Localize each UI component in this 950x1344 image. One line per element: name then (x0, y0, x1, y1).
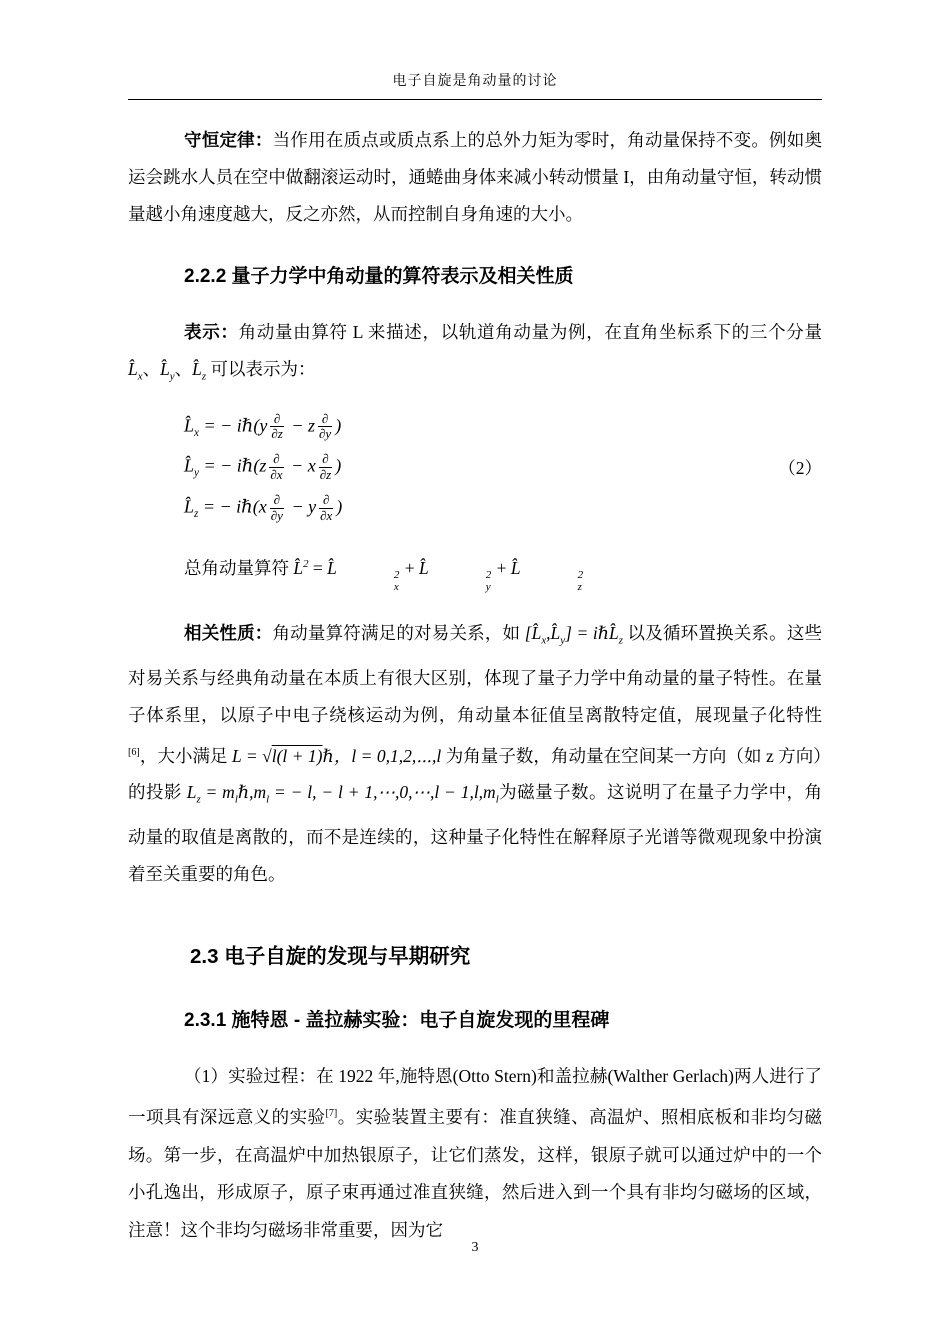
supsub-stack (430, 570, 492, 593)
math-segment: [L̂ (524, 623, 542, 644)
L-hat: L̂ (293, 557, 304, 578)
properties-text-3: ，大小满足 (139, 745, 233, 766)
representation-text-1: 角动量由算符 L 来描述，以轨道角动量为例，在直角坐标系下的三个分量 (238, 322, 822, 342)
math-segment: ℏ,m (237, 782, 267, 803)
term-Lz2 (510, 557, 584, 593)
subscript-z: z (196, 793, 201, 806)
fraction-denominator: ∂z (271, 426, 283, 442)
fraction-numerator: ∂ (321, 410, 329, 426)
equation-segment: = − iℏ(y (198, 415, 268, 436)
operator-L-squared (293, 558, 308, 578)
equation-Lz (184, 493, 342, 524)
fraction-denominator: ∂x (270, 467, 283, 483)
math-segment: = − l, − l + 1,⋯,0,⋯,l − 1,l,m (269, 782, 496, 803)
paragraph-experiment (128, 1058, 822, 1249)
heading-2-2-2: 2.2.2 量子力学中角动量的算符表示及相关性质 (184, 266, 574, 287)
fraction-numerator: ∂ (322, 451, 329, 467)
subscript-x: x (541, 634, 547, 647)
subscript-x: x (393, 580, 399, 593)
experiment-text-1: （1）实验过程：在 1922 年,施特恩(Otto Stern)和盖拉赫(Walther Gerlach)两人进行了一项具有深远意义的实验 (128, 1065, 822, 1128)
L-hat: L̂ (160, 359, 170, 379)
math-segment: L (186, 782, 197, 803)
fraction-denominator: ∂z (319, 467, 332, 483)
running-title: 电子自旋是角动量的讨论 (392, 74, 558, 89)
equation-number: （2） (778, 458, 822, 479)
equation-block-2 (128, 412, 822, 525)
operator-Lx (128, 359, 143, 383)
heading-2-3-1: 2.3.1 施特恩 - 盖拉赫实验：电子自旋发现的里程碑 (184, 1009, 610, 1031)
equation-segment: ) (336, 496, 343, 517)
subscript-l: l (234, 793, 238, 806)
L-hat: L̂ (184, 415, 195, 436)
partial-fraction (269, 452, 283, 483)
superscript-2: 2 (303, 558, 309, 571)
subscript-l: l (495, 793, 499, 806)
equation-segment: − z (286, 415, 315, 436)
heading-2-3: 2.3 电子自旋的发现与早期研究 (190, 944, 471, 968)
L-hat: L̂ (184, 496, 195, 517)
equation-rows (184, 412, 342, 525)
subscript-z: z (194, 508, 199, 521)
separator: 、 (142, 359, 161, 379)
superscript-2: 2 (485, 568, 492, 581)
properties-text-4: 为角量子数，角动量在空间某一方向（如 z 方向）的投影 (128, 745, 822, 803)
partial-fraction (319, 493, 333, 524)
L-hat: L̂ (419, 557, 429, 578)
subscript-y: y (560, 634, 566, 647)
total-angular-momentum-line (128, 546, 822, 593)
supsub-stack (338, 570, 400, 593)
representation-label: 表示： (184, 322, 239, 342)
partial-fraction (270, 412, 283, 443)
equation-segment: ) (335, 455, 342, 476)
term-Lx2 (327, 557, 400, 593)
equation-Lx (184, 412, 342, 443)
subscript-y: y (169, 370, 175, 383)
equation-segment: = − iℏ(x (198, 496, 267, 517)
paragraph-conservation (128, 122, 822, 233)
subscript-z: z (577, 580, 582, 593)
math-segment: ] = iℏL̂ (565, 623, 619, 644)
fraction-numerator: ∂ (322, 492, 330, 508)
properties-label: 相关性质： (184, 623, 273, 644)
representation-text-2: 可以表示为： (206, 359, 316, 379)
subscript-x: x (194, 426, 199, 439)
experiment-text-2: 。实验装置主要有：准直狭缝、高温炉、照相底板和非均匀磁场。第一步，在高温炉中加热银原子，让它们蒸发，这样，银原子就可以通过炉中的一个小孔逸出，形成原子，原子束再通过准直狭缝，然后进入到一个具有非均匀磁场的区域，注意！这个非均匀磁场非常重要，因为它 (128, 1107, 823, 1240)
conservation-label: 守恒定律： (184, 130, 273, 150)
magnitude-expression (232, 745, 441, 765)
projection-expression (186, 782, 499, 806)
subscript-x: x (137, 370, 143, 383)
fraction-denominator: ∂y (318, 426, 332, 442)
math-segment: ℏ，l = 0,1,2,⋯,l (322, 745, 442, 766)
superscript-2: 2 (577, 568, 584, 581)
separator: 、 (174, 359, 193, 379)
page-header (128, 70, 822, 100)
L-hat: L̂ (184, 455, 195, 476)
fraction-denominator: ∂y (270, 508, 283, 524)
fraction-denominator: ∂x (320, 508, 333, 524)
fraction-numerator: ∂ (273, 451, 280, 467)
partial-fraction (319, 452, 332, 483)
sqrt-sign: √ (262, 745, 272, 766)
equation-segment: ) (335, 415, 342, 436)
L-hat: L̂ (510, 557, 521, 578)
plus-sign: + (492, 557, 511, 578)
equation-segment: − x (286, 455, 316, 476)
total-prefix: 总角动量算符 (184, 557, 294, 578)
superscript-2: 2 (393, 568, 400, 581)
page-number: 3 (471, 1240, 479, 1255)
operator-Lz (192, 359, 207, 383)
subscript-z: z (201, 370, 207, 383)
partial-fraction (318, 412, 332, 443)
term-Ly2 (419, 557, 492, 593)
citation-6: [6] (128, 746, 140, 758)
commutator-expression (524, 623, 623, 647)
paragraph-representation (128, 314, 822, 396)
properties-text-1: 角动量算符满足的对易关系，如 (272, 623, 525, 644)
L-hat: L̂ (192, 359, 202, 379)
equation-segment: = − iℏ(z (198, 455, 267, 476)
subscript-l: l (266, 793, 270, 806)
partial-fraction (270, 493, 284, 524)
properties-text-5: 为磁量子数。这说明了在量子力学中，角动量的取值是离散的，而不是连续的，这种量子化特性在解释原子光谱等微观现象中扮演着至关重要的角色。 (128, 782, 823, 884)
L-hat: L̂ (128, 359, 138, 379)
citation-7: [7] (325, 1108, 338, 1120)
properties-text-2: 以及循环置换关系。这些对易关系与经典角动量在本质上有很大区别，体现了量子力学中角动量的量子特性。在量子体系里，以原子中电子绕核运动为例，角动量本征值呈离散特定值，展现量子化特性 (128, 623, 823, 725)
math-segment: ,L̂ (546, 623, 561, 644)
subscript-z: z (618, 634, 623, 647)
conservation-text: 当作用在质点或质点系上的总外力矩为零时，角动量保持不变。例如奥运会跳水人员在空中做翻滚运动时，通蜷曲身体来减小转动惯量 I，由角动量守恒，转动惯量越小角速度越大，反之亦然，从而控制自身角速的大小。 (128, 130, 823, 224)
equation-segment: − y (286, 496, 317, 517)
fraction-numerator: ∂ (273, 410, 281, 426)
paragraph-properties (128, 615, 822, 893)
plus-sign: + (400, 557, 420, 578)
math-segment: = m (200, 782, 235, 803)
fraction-numerator: ∂ (273, 492, 281, 508)
operator-Ly (160, 359, 175, 383)
equation-Ly (184, 452, 342, 483)
L-hat: L̂ (327, 557, 337, 578)
supsub-stack (522, 570, 584, 593)
subscript-y: y (194, 467, 199, 480)
math-segment: L = (232, 745, 263, 766)
sqrt-body: l(l + 1) (271, 745, 323, 766)
equals-sign: = (308, 557, 328, 578)
subscript-y: y (485, 580, 491, 593)
